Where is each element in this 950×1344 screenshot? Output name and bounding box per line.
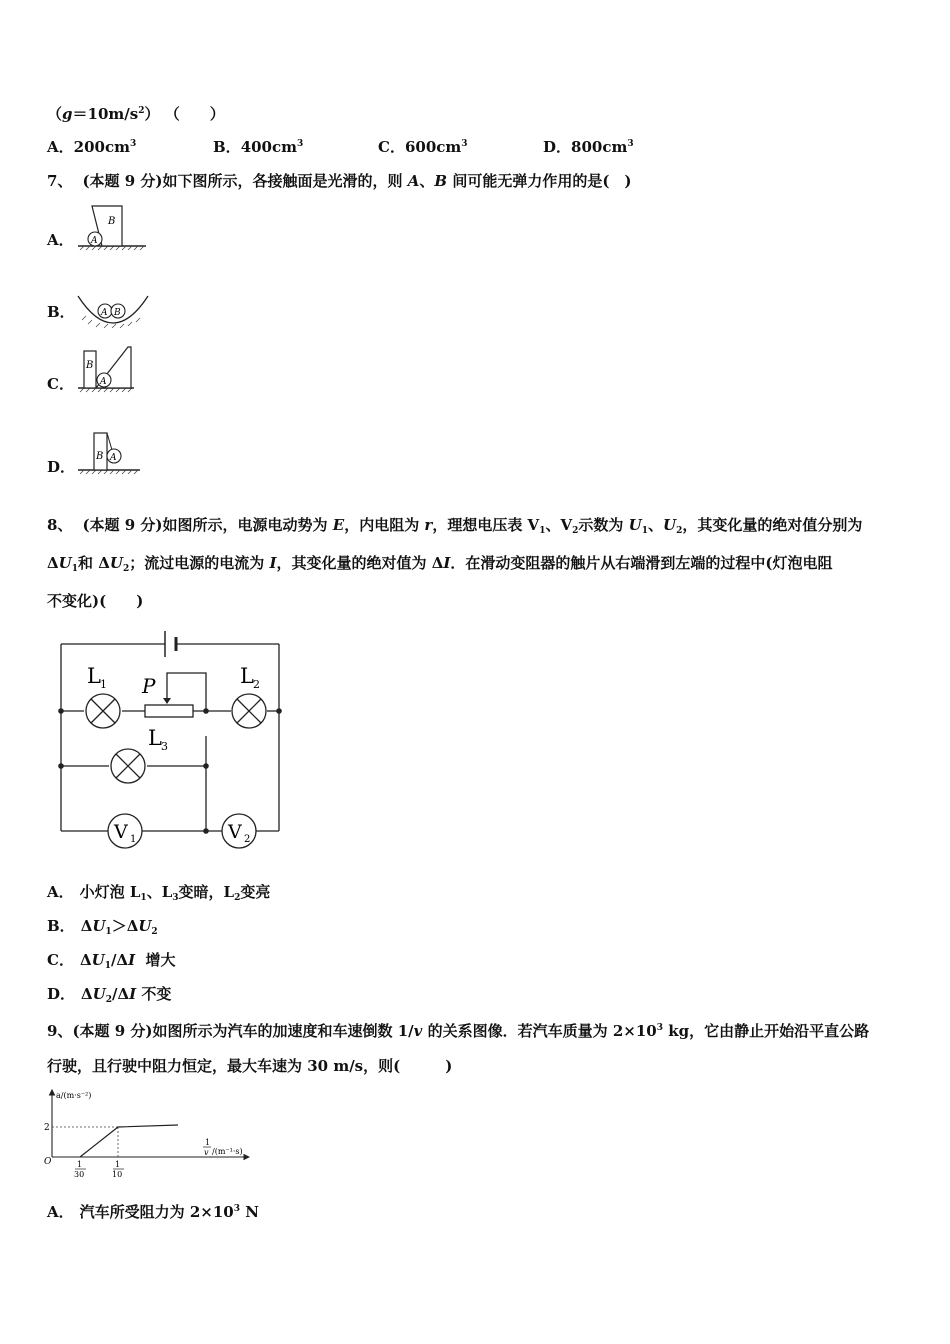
q6-g-line: $(g=10m/s^2)$ （ ） xyxy=(47,105,225,123)
voltmeter-v2-icon xyxy=(222,814,256,848)
q6-option-b[interactable]: B．$400cm^3$ xyxy=(213,138,304,156)
answer-blank: （ ） xyxy=(164,105,225,123)
graph-x-tick-1-30 xyxy=(74,1160,86,1179)
q7-figure-d xyxy=(76,428,150,476)
svg-text:1: 1 xyxy=(100,678,107,691)
q7-option-d-label[interactable]: D． xyxy=(47,458,76,476)
svg-text:2: 2 xyxy=(244,834,251,845)
q7-figure-c xyxy=(76,344,150,394)
svg-text:1: 1 xyxy=(115,1160,121,1169)
label-l2: L xyxy=(240,664,254,688)
lamp-l3-icon xyxy=(111,749,145,783)
q8-option-d[interactable]: D． $\Delta U_2/\Delta I$ 不变 xyxy=(47,985,172,1005)
fig-a-block-label: B xyxy=(108,216,116,227)
label-l1: L xyxy=(87,664,101,688)
q9-graph xyxy=(44,1086,264,1182)
svg-text:1: 1 xyxy=(130,834,137,845)
q8-option-c[interactable]: C． $\Delta U_1/\Delta I$ 增大 xyxy=(47,951,176,971)
graph-origin-label: O xyxy=(44,1157,52,1167)
svg-text:V: V xyxy=(228,821,242,843)
graph-x-label xyxy=(203,1138,243,1157)
q8-option-b[interactable]: B． $\Delta U_1>\Delta U_2$ xyxy=(47,917,158,937)
graph-y-tick-2: 2 xyxy=(44,1123,50,1133)
fig-c-ball-label: A xyxy=(100,377,107,387)
fig-a-ball-label: A xyxy=(91,236,98,246)
svg-text:v: v xyxy=(204,1148,209,1157)
q8-stem-line1: 8、 (本题 9 分)如图所示，电源电动势为 E，内电阻为 r，理想电压表 $V_1$、$V_2$示数为 $U_1$、$U_2$，其变化量的绝对值分别为 xyxy=(47,516,863,536)
q9-option-a[interactable]: A． 汽车所受阻力为 $2\times 10^3$ N xyxy=(47,1203,259,1221)
lamp-l2-icon xyxy=(232,694,266,728)
svg-text:/(m⁻¹·s): /(m⁻¹·s) xyxy=(212,1147,243,1156)
q8-option-a[interactable]: A． 小灯泡 $L_1$、$L_3$变暗，$L_2$变亮 xyxy=(47,883,271,903)
g-symbol: g xyxy=(62,105,73,123)
q9-stem-line1: 9、(本题 9 分)如图所示为汽车的加速度和车速倒数 1/v 的关系图像．若汽车质量为 $2\times 10^3$ kg，它由静止开始沿平直公路 xyxy=(47,1022,870,1040)
fig-d-ball-label: A xyxy=(110,453,117,463)
q8-number: 8、 xyxy=(47,516,73,534)
fig-b-ball-b-label: B xyxy=(114,308,121,318)
lamp-l1-icon xyxy=(86,694,120,728)
graph-x-tick-1-10 xyxy=(112,1160,124,1179)
svg-text:1: 1 xyxy=(77,1160,83,1169)
fig-d-block-label: B xyxy=(96,451,104,462)
svg-text:1: 1 xyxy=(205,1138,211,1147)
label-slider-p: P xyxy=(142,674,156,698)
svg-text:30: 30 xyxy=(74,1170,85,1179)
q6-option-d[interactable]: D．$800cm^3$ xyxy=(543,138,634,156)
q8-circuit-diagram xyxy=(44,618,294,853)
q6-option-c[interactable]: C．$600cm^3$ xyxy=(378,138,468,156)
fig-c-block-label: B xyxy=(86,360,94,371)
graph-y-label: a/(m·s⁻²) xyxy=(56,1091,92,1100)
q7-figure-a xyxy=(76,203,150,251)
q9-stem-line2: 行驶，且行驶中阻力恒定，最大车速为 30 m/s，则( ) xyxy=(47,1057,453,1075)
q7-stem: 7、 (本题 9 分)如下图所示，各接触面是光滑的，则 A、B 间可能无弹力作用的是( ) xyxy=(47,172,632,190)
q8-stem-line3: 不变化)( ) xyxy=(47,592,144,610)
svg-text:3: 3 xyxy=(161,740,168,753)
label-l3: L xyxy=(148,726,162,750)
q7-number: 7、 xyxy=(47,172,73,190)
q7-option-c-label[interactable]: C． xyxy=(47,375,74,393)
svg-text:2: 2 xyxy=(253,678,260,691)
svg-text:V: V xyxy=(114,821,128,843)
q7-option-a-label[interactable]: A． xyxy=(47,231,74,249)
svg-text:10: 10 xyxy=(112,1170,123,1179)
q7-option-b-label[interactable]: B． xyxy=(47,303,75,321)
fig-b-ball-a-label: A xyxy=(101,308,108,318)
q8-stem-line2: $\Delta U_1$和 $\Delta U_2$；流过电源的电流为 I，其变化量的绝对值为 ΔI．在滑动变阻器的触片从右端滑到左端的过程中(灯泡电阻 xyxy=(47,554,833,574)
q6-option-a[interactable]: A．$200cm^3$ xyxy=(47,138,137,156)
graph-series-line xyxy=(80,1125,178,1157)
voltmeter-v1-icon xyxy=(108,814,142,848)
q7-figure-b xyxy=(76,290,150,330)
q9-number: 9、 xyxy=(47,1022,73,1040)
